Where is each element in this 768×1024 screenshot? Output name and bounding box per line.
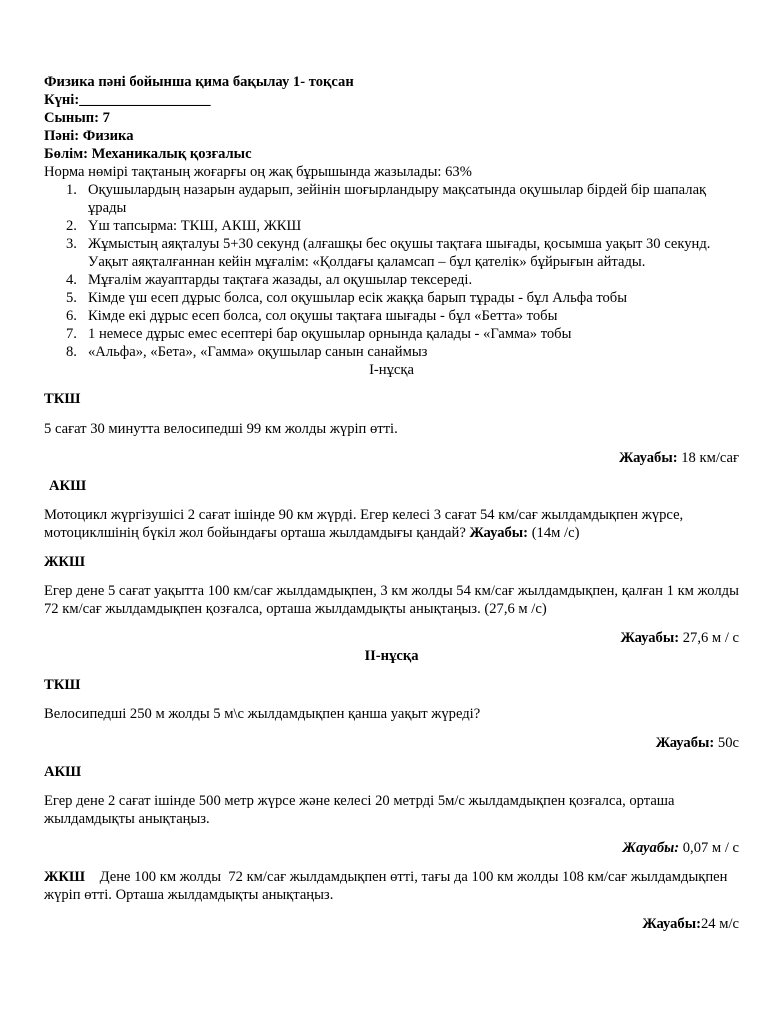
section-label: Бөлім: Механикалық қозғалыс	[44, 146, 252, 162]
list-item: 7. 1 немесе дұрыс емес есептері бар оқушылар орнында қалады - «Гамма» тобы	[66, 326, 572, 342]
variant2-tksh-problem: Велосипедші 250 м жолды 5 м\с жылдамдықпен қанша уақыт жүреді?	[44, 706, 481, 722]
list-item: 5. Кімде үш есеп дұрыс болса, сол оқушылар есік жаққа барып тұрады - бұл Альфа тобы	[66, 290, 628, 306]
doc-title: Физика пәні бойынша қима бақылау 1- тоқсан	[44, 74, 354, 90]
variant1-aksh-problem: Мотоцикл жүргізушісі 2 сағат ішінде 90 км жүрді. Егер келесі 3 сағат 54 км/сағ жылдамдықпен жүрсе, мотоциклшінің бүкіл жол бойындағы орташа жылдамдығы қандай? Жауабы: (14м /с)	[44, 507, 684, 541]
norm-text: Норма нөмірі тақтаның жоғарғы оң жақ бұрышында жазылады: 63%	[44, 164, 472, 180]
date-label: Күні:__________________	[44, 92, 211, 108]
variant1-title: I-нұсқа	[369, 362, 414, 378]
variant1-aksh-label: АКШ	[49, 478, 87, 494]
variant2-zhksh-problem: ЖКШ Дене 100 км жолды 72 км/сағ жылдамдықпен өтті, тағы да 100 км жолды 108 км/сағ жылдамдықпен жүріп өтті. Орташа жылдамдықты анықтаңыз.	[44, 869, 732, 903]
document-page	[44, 73, 739, 933]
variant2-aksh-problem: Егер дене 2 сағат ішінде 500 метр жүрсе және келесі 20 метрді 5м/с жылдамдықпен қозғалса, орташа жылдамдықты анықтаңыз.	[44, 793, 675, 827]
variant1-tksh-answer: Жауабы: 18 км/сағ	[619, 450, 739, 466]
list-item: 2. Үш тапсырма: ТКШ, АКШ, ЖКШ	[66, 218, 302, 234]
subject-label: Пәні: Физика	[44, 128, 134, 144]
variant1-zhksh-answer: Жауабы: 27,6 м / с	[620, 630, 739, 646]
variant2-tksh-label: ТКШ	[44, 677, 81, 693]
variant2-tksh-answer: Жауабы: 50с	[655, 735, 739, 751]
class-label: Сынып: 7	[44, 110, 110, 126]
instructions-list	[44, 181, 739, 361]
variant2-title: II-нұсқа	[364, 648, 419, 664]
variant1-zhksh-label: ЖКШ	[44, 554, 86, 570]
list-item: 1. Оқушылардың назарын аударып, зейінін шоғырландыру мақсатында оқушылар бірдей бір шапалақ ұрады	[66, 182, 707, 216]
list-item: 3. Жұмыстың аяқталуы 5+30 секунд (алғашқы бес оқушы тақтаға шығады, қосымша уақыт 30 секунд. Уақыт аяқталғаннан кейін мұғалім: «Қолдағы қаламсап – бұл қателік» бұйрығын айтады.	[66, 236, 711, 270]
list-item: 4. Мұғалім жауаптарды тақтаға жазады, ал оқушылар тексереді.	[66, 272, 473, 288]
variant1-zhksh-problem: Егер дене 5 сағат уақытта 100 км/сағ жылдамдықпен, 3 км жолды 54 км/сағ жылдамдықпен, қалған 1 км жолды 72 км/сағ жылдамдықпен қозғалса, орташа жылдамдықты анықтаңыз. (27,6 м /с)	[44, 583, 739, 617]
variant2-aksh-answer: Жауабы: 0,07 м / с	[622, 840, 739, 856]
variant2-zhksh-answer: Жауабы:24 м/с	[642, 916, 739, 932]
list-item: 8. «Альфа», «Бета», «Гамма» оқушылар санын санаймыз	[66, 344, 428, 360]
variant1-tksh-problem: 5 сағат 30 минутта велосипедші 99 км жолды жүріп өтті.	[44, 421, 398, 437]
list-item: 6. Кімде екі дұрыс есеп болса, сол оқушы тақтаға шығады - бұл «Бетта» тобы	[66, 308, 558, 324]
variant2-aksh-label: АКШ	[44, 764, 82, 780]
variant1-tksh-label: ТКШ	[44, 391, 81, 407]
